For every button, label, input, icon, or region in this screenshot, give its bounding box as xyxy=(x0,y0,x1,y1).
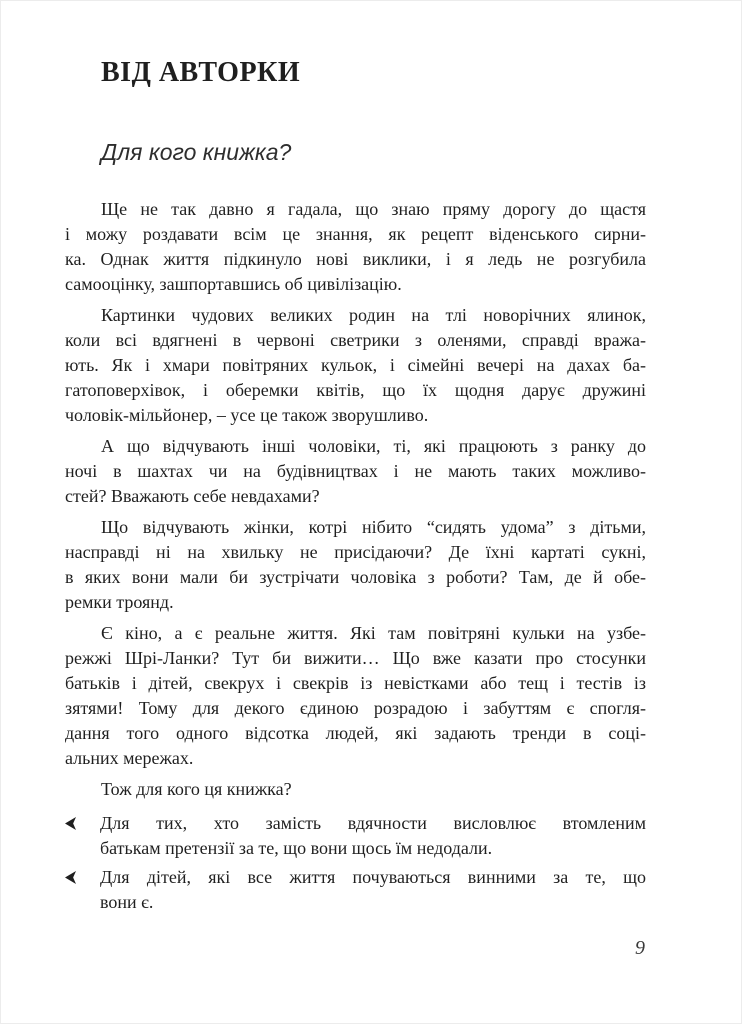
text-line: в яких вони мали би зустрічати чоловіка з роботи? Там, де й обе- xyxy=(65,567,646,587)
bullet-marker xyxy=(65,811,100,830)
text-line: Для дітей, які все життя почуваються винними за те, що xyxy=(100,867,646,887)
text-line: А що відчувають інші чоловіки, ті, які працюють з ранку до xyxy=(101,436,646,456)
text-line: батьків і дітей, свекрух і свекрів із невістками або тещ і тестів із xyxy=(65,673,646,693)
text-line: батькам претензії за те, що вони щось їм недодали. xyxy=(100,838,493,858)
text-line: ночі в шахтах чи на будівництвах і не мають таких можливо- xyxy=(65,461,646,481)
section-subtitle: Для кого книжка? xyxy=(101,139,292,165)
text-line: самооцінку, зашпортавшись об цивілізацію. xyxy=(65,274,402,294)
bullet-list xyxy=(65,811,646,915)
bullet-arrow-icon xyxy=(65,817,76,830)
text-line: Для тих, хто замість вдячности висловлює втомленим xyxy=(100,813,646,833)
text-line: Є кіно, а є реальне життя. Які там повітряні кульки на узбе- xyxy=(101,623,646,643)
bullet-arrow-icon xyxy=(65,871,76,884)
page-content xyxy=(65,58,646,915)
text-line: Що відчувають жінки, котрі нібито “сидять удома” з дітьми, xyxy=(101,517,646,537)
paragraph xyxy=(65,303,646,428)
paragraph xyxy=(65,197,646,297)
bullet-text xyxy=(100,811,646,861)
text-line: ють. Як і хмари повітряних кульок, і сімейні вечері на дахах ба- xyxy=(65,355,646,375)
text-line: стей? Вважають себе невдахами? xyxy=(65,486,320,506)
text-line: дання того одного відсотка людей, які задають тренди в соці- xyxy=(65,723,646,743)
text-line: гатоповерхівок, і оберемки квітів, що їх щодня дарує дружині xyxy=(65,380,646,400)
bullet-item xyxy=(65,865,646,915)
paragraph xyxy=(65,434,646,509)
text-line: насправді ні на хвильку не присідаючи? Де їхні картаті сукні, xyxy=(65,542,646,562)
body-paragraphs xyxy=(65,197,646,771)
text-line: Ще не так давно я гадала, що знаю пряму дорогу до щастя xyxy=(101,199,646,219)
paragraph xyxy=(65,515,646,615)
paragraph xyxy=(65,621,646,771)
text-line: ремки троянд. xyxy=(65,592,174,612)
bullet-marker xyxy=(65,865,100,884)
text-line: ка. Однак життя підкинуло нові виклики, і я ледь не розгубила xyxy=(65,249,646,269)
text-line: альних мережах. xyxy=(65,748,194,768)
text-line: Картинки чудових великих родин на тлі новорічних ялинок, xyxy=(101,305,646,325)
text-line: зятями! Тому для декого єдиною розрадою і забуттям є спогля- xyxy=(65,698,646,718)
page-number: 9 xyxy=(635,937,645,959)
bullet-item xyxy=(65,811,646,861)
text-line: коли всі вдягнені в червоні светрики з оленями, справді вража- xyxy=(65,330,646,350)
bullet-text xyxy=(100,865,646,915)
chapter-title: ВІД АВТОРКИ xyxy=(101,57,301,88)
question-line: Тож для кого ця книжка? xyxy=(101,779,292,799)
text-line: вони є. xyxy=(100,892,154,912)
text-line: чоловік-мільйонер, – усе це також зворушливо. xyxy=(65,405,429,425)
text-line: і можу роздавати всім це знання, як рецепт віденського сирни- xyxy=(65,224,646,244)
text-line: режжі Шрі-Ланки? Тут би вижити… Що вже казати про стосунки xyxy=(65,648,646,668)
